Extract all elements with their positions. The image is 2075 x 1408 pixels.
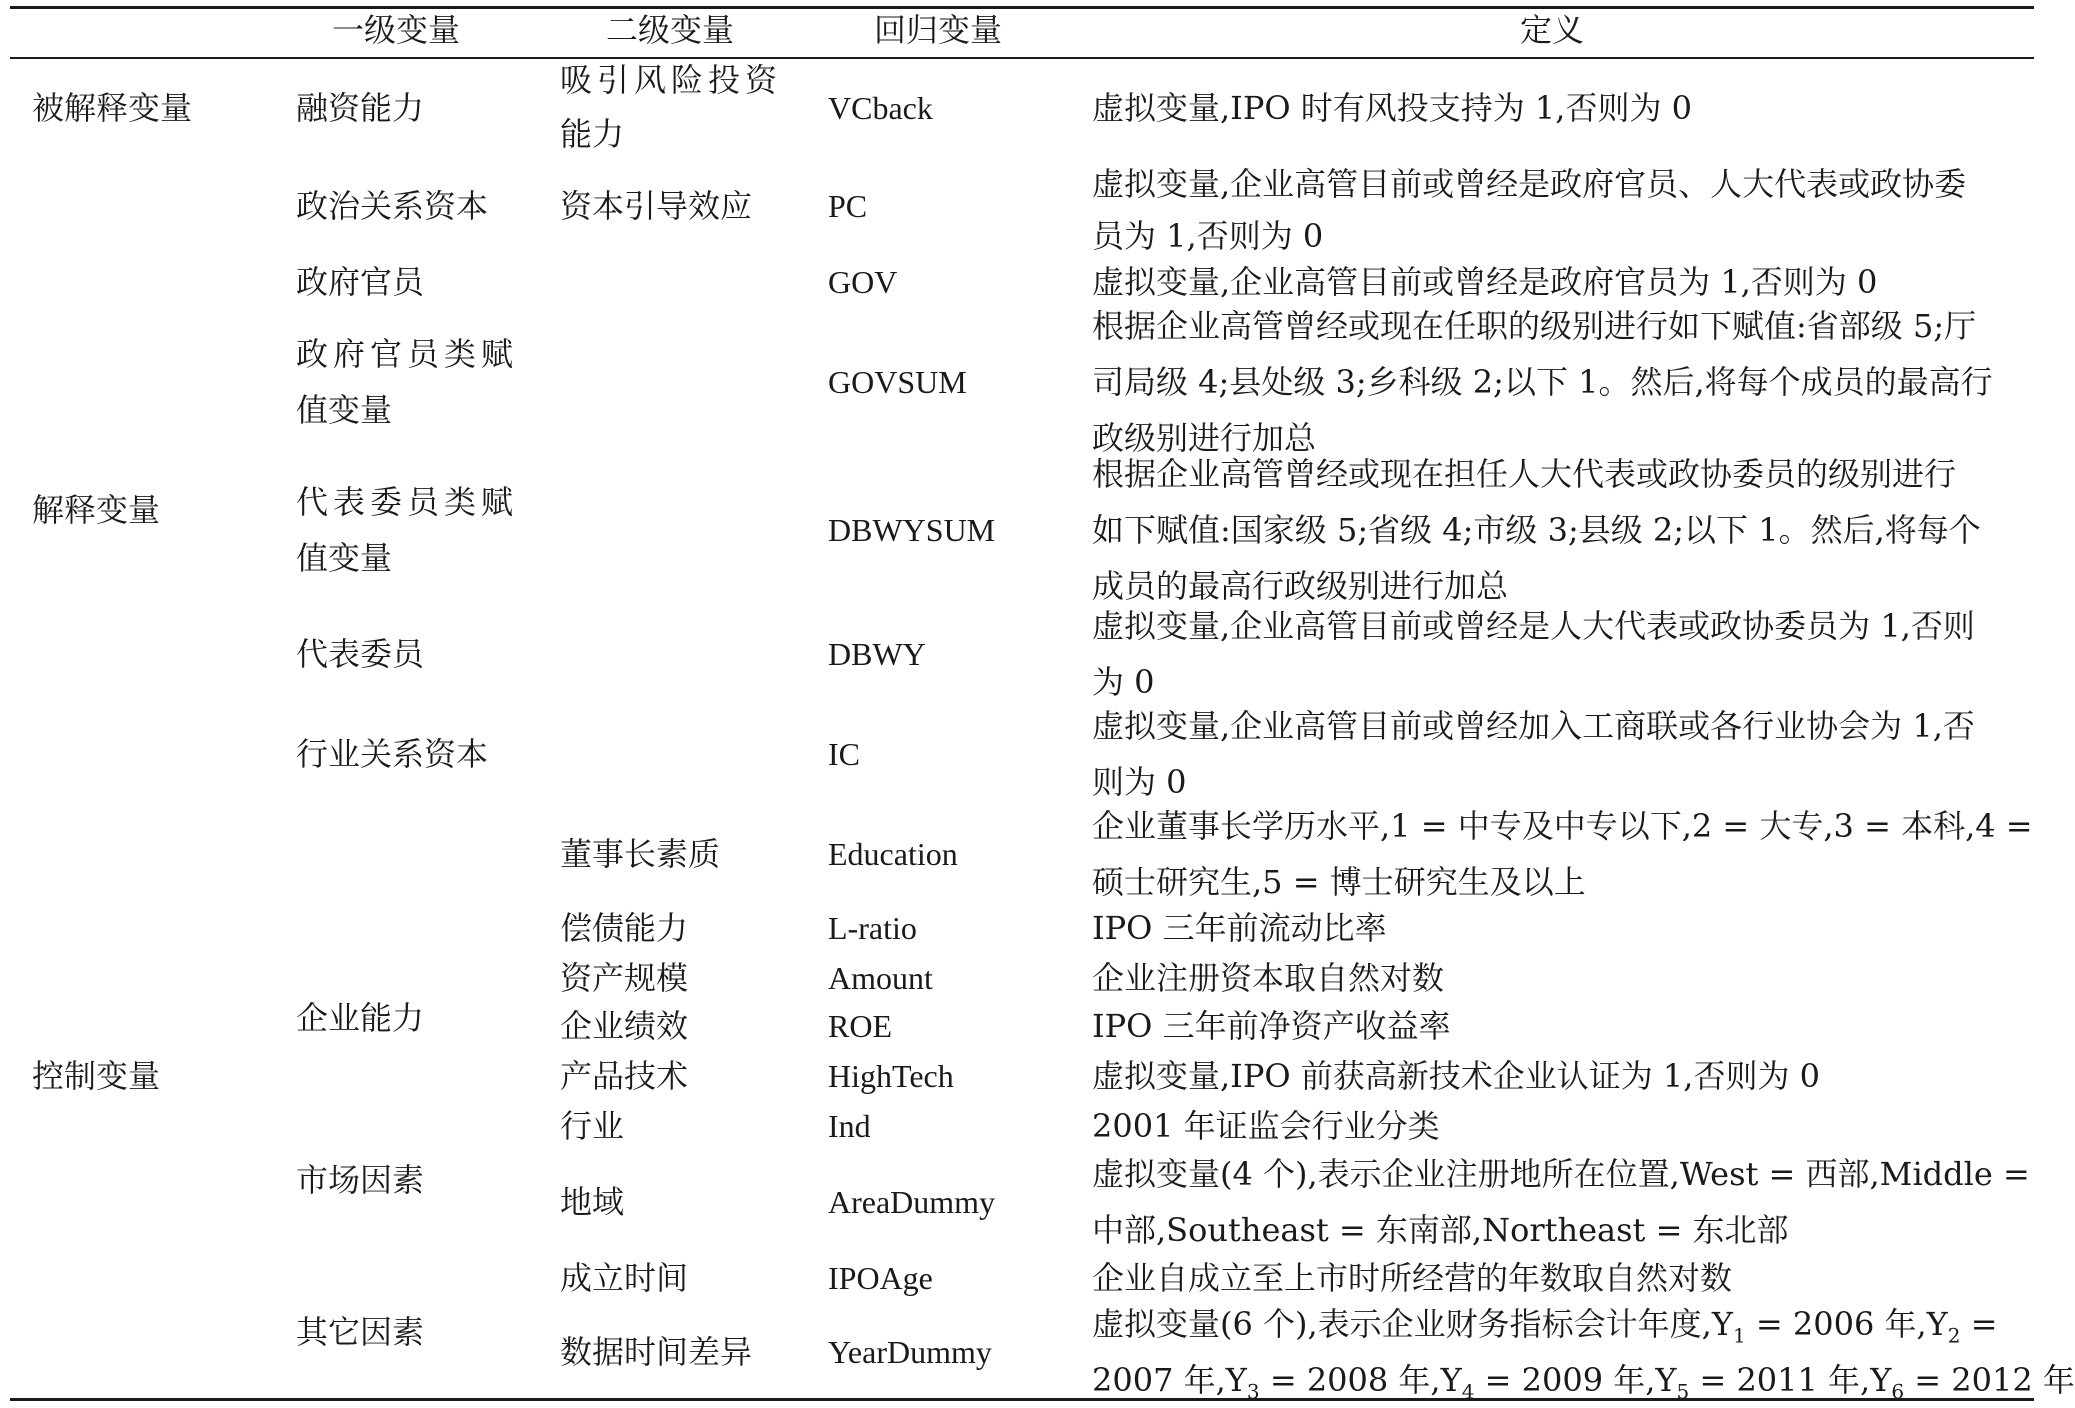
reg-gov: GOV xyxy=(828,264,898,300)
def-dbwysum-line1: 根据企业高管曾经或现在担任人大代表或政协委员的级别进行 xyxy=(1092,455,1957,493)
def-hightech: 虚拟变量,IPO 前获高新技术企业认证为 1,否则为 0 xyxy=(1092,1057,1820,1095)
category-control: 控制变量 xyxy=(32,1057,161,1095)
reg-govsum: GOVSUM xyxy=(828,364,967,400)
level1-dbwysum-line2: 值变量 xyxy=(296,539,393,577)
def-area-line2: 中部,Southeast = 东南部,Northeast = 东北部 xyxy=(1092,1211,1789,1249)
def-education-line1: 企业董事长学历水平,1 = 中专及中专以下,2 = 大专,3 = 本科,4 = xyxy=(1092,807,2033,845)
reg-area: AreaDummy xyxy=(828,1184,996,1220)
def-ipoage: 企业自成立至上市时所经营的年数取自然对数 xyxy=(1092,1259,1733,1297)
level1-political-capital: 政治关系资本 xyxy=(296,187,489,225)
def-dbwysum-line3: 成员的最高行政级别进行加总 xyxy=(1092,567,1509,605)
level2-founding: 成立时间 xyxy=(560,1259,689,1297)
level1-other: 其它因素 xyxy=(296,1313,425,1351)
def-year-line1: 虚拟变量(6 个),表示企业财务指标会计年度$,Y_1 = 2006$ 年$,Y_2$ = xyxy=(1092,1305,1998,1348)
def-govsum-line1: 根据企业高管曾经或现在任职的级别进行如下赋值:省部级 5;厅 xyxy=(1092,307,1977,345)
def-year-line2: 2007 年$,Y_3 = 2008$ 年$,Y_4 = 2009$ 年$,Y_5 = 2011$ 年$,Y_6 = 2012$ 年 xyxy=(1092,1361,2075,1404)
level2-vc-line1: 吸引风险投资 xyxy=(560,61,783,99)
header-definition: 定义 xyxy=(1519,11,1584,49)
level1-dbwysum-line1: 代表委员类赋 xyxy=(296,483,519,521)
level2-asset-scale: 资产规模 xyxy=(560,959,689,997)
def-gov: 虚拟变量,企业高管目前或曾经是政府官员为 1,否则为 0 xyxy=(1092,263,1878,301)
reg-amount: Amount xyxy=(828,960,933,996)
header-level1: 一级变量 xyxy=(331,11,460,49)
reg-year: YearDummy xyxy=(828,1334,992,1370)
def-ic-line2: 则为 0 xyxy=(1092,763,1187,801)
reg-pc: PC xyxy=(828,188,868,224)
reg-ind: Ind xyxy=(828,1108,871,1144)
reg-ipoage: IPOAge xyxy=(828,1260,933,1296)
reg-lratio: L-ratio xyxy=(828,910,917,946)
def-amount: 企业注册资本取自然对数 xyxy=(1092,959,1445,997)
reg-dbwysum: DBWYSUM xyxy=(828,512,996,548)
def-dbwy-line1: 虚拟变量,企业高管目前或曾经是人大代表或政协委员为 1,否则 xyxy=(1092,607,1975,645)
level2-capital-guide: 资本引导效应 xyxy=(560,187,753,225)
def-ind: 2001 年证监会行业分类 xyxy=(1092,1107,1440,1145)
level1-gov-official: 政府官员 xyxy=(296,263,425,301)
header-level2: 二级变量 xyxy=(605,11,734,49)
def-pc-line2: 员为 1,否则为 0 xyxy=(1092,217,1324,255)
reg-vcback: VCback xyxy=(828,90,933,126)
def-govsum-line3: 政级别进行加总 xyxy=(1092,419,1317,457)
def-dbwysum-line2: 如下赋值:国家级 5;省级 4;市级 3;县级 2;以下 1。然后,将每个 xyxy=(1092,511,1981,549)
level2-region: 地域 xyxy=(560,1183,625,1221)
category-dependent: 被解释变量 xyxy=(32,89,193,127)
def-dbwy-line2: 为 0 xyxy=(1092,663,1155,701)
level2-industry: 行业 xyxy=(560,1107,625,1145)
level2-chairman: 董事长素质 xyxy=(560,835,721,873)
reg-hightech: HighTech xyxy=(828,1058,954,1094)
def-govsum-line2: 司局级 4;县处级 3;乡科级 2;以下 1。然后,将每个成员的最高行 xyxy=(1092,363,1993,401)
header-regression: 回归变量 xyxy=(873,11,1002,49)
level2-performance: 企业绩效 xyxy=(560,1007,689,1045)
level2-solvency: 偿债能力 xyxy=(560,909,689,947)
def-vcback: 虚拟变量,IPO 时有风投支持为 1,否则为 0 xyxy=(1092,89,1692,127)
def-pc-line1: 虚拟变量,企业高管目前或曾经是政府官员、人大代表或政协委 xyxy=(1092,165,1967,203)
level1-govsum-line2: 值变量 xyxy=(296,391,393,429)
level2-tech: 产品技术 xyxy=(560,1057,689,1095)
level1-industry-capital: 行业关系资本 xyxy=(296,735,489,773)
def-ic-line1: 虚拟变量,企业高管目前或曾经加入工商联或各行业协会为 1,否 xyxy=(1092,707,1975,745)
level2-time-diff: 数据时间差异 xyxy=(560,1333,753,1371)
reg-education: Education xyxy=(828,836,958,872)
level1-market: 市场因素 xyxy=(296,1161,425,1199)
def-roe: IPO 三年前净资产收益率 xyxy=(1092,1007,1451,1045)
category-explanatory: 解释变量 xyxy=(32,491,161,529)
def-lratio: IPO 三年前流动比率 xyxy=(1092,909,1387,947)
def-area-line1: 虚拟变量(4 个),表示企业注册地所在位置,West = 西部,Middle = xyxy=(1092,1155,2030,1193)
reg-dbwy: DBWY xyxy=(828,636,926,672)
reg-roe: ROE xyxy=(828,1008,892,1044)
reg-ic: IC xyxy=(828,736,860,772)
level1-dbwy: 代表委员 xyxy=(296,635,425,673)
def-education-line2: 硕士研究生,5 = 博士研究生及以上 xyxy=(1092,863,1586,901)
level1-govsum-line1: 政府官员类赋 xyxy=(296,335,519,373)
level1-financing: 融资能力 xyxy=(296,89,425,127)
level2-vc-line2: 能力 xyxy=(560,115,625,153)
level1-firm-ability: 企业能力 xyxy=(296,999,425,1037)
